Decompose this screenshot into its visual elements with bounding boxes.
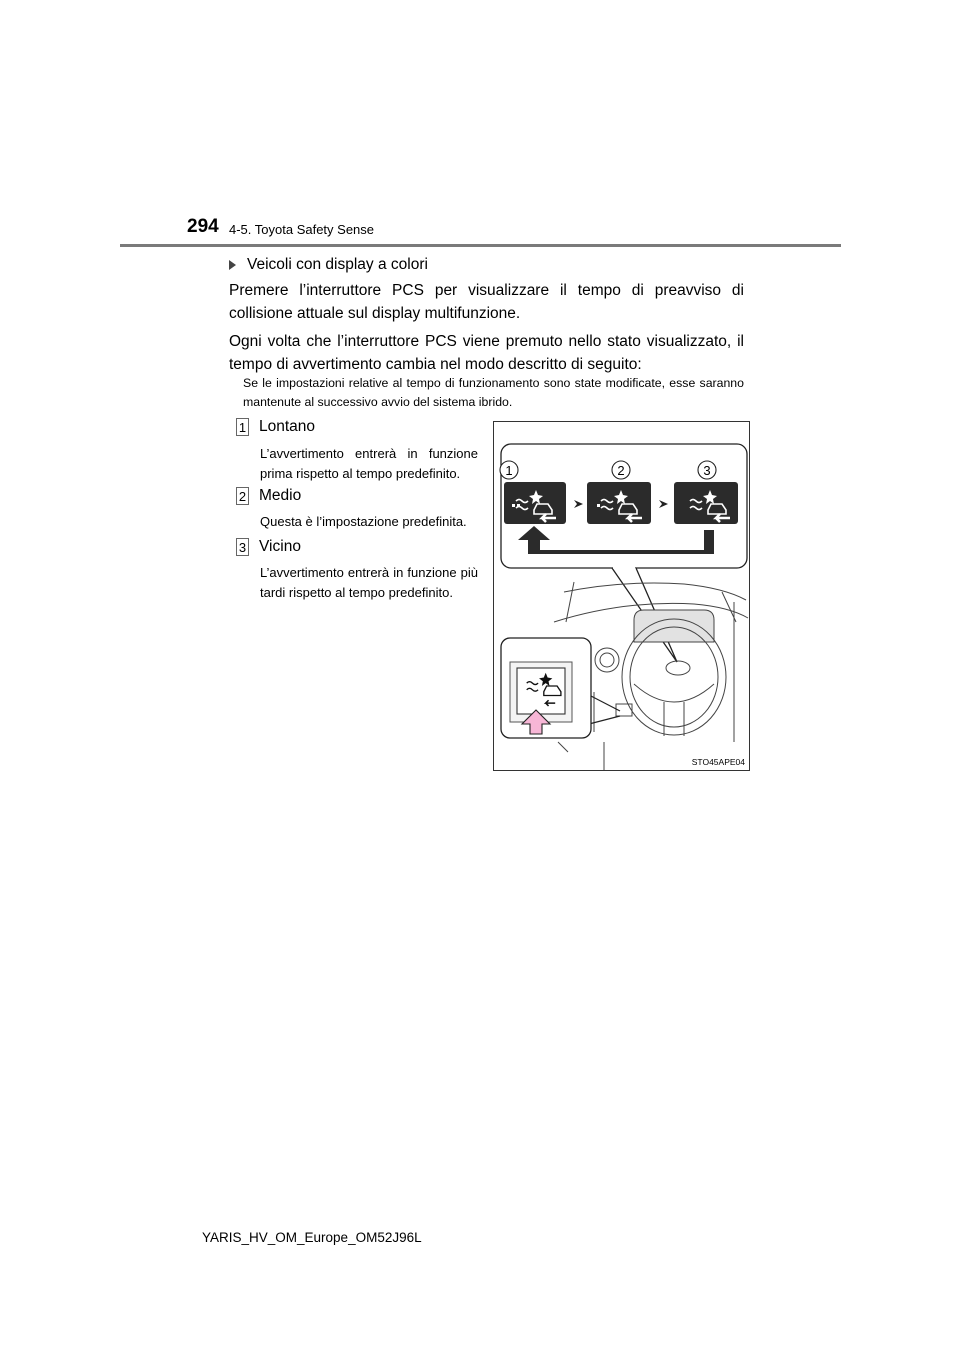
callout-number-1-text: 1: [505, 463, 513, 478]
item-1-title: Lontano: [259, 418, 316, 435]
paragraph-2: Ogni volta che l’interruttore PCS viene premuto nello stato visualizzato, il tempo di avvertimento cambia nel modo descritto di seguito:: [229, 333, 744, 373]
panel-far: [504, 482, 566, 524]
callout-number-1: [500, 461, 518, 479]
item-2-description: Questa è l’impostazione predefinita.: [260, 514, 467, 529]
bullet-heading: [229, 256, 428, 274]
page-number: 294: [187, 216, 219, 237]
item-1-description: L’avvertimento entrerà in funzione prima rispetto al tempo predefinito.: [260, 446, 478, 481]
triangle-bullet-icon: [229, 260, 236, 270]
item-1-number: 1: [236, 418, 249, 436]
paragraph-1: Premere l’interruttore PCS per visualizzare il tempo di preavviso di collisione attuale sul display multifunzione.: [229, 282, 744, 322]
pcs-illustration: [493, 421, 750, 771]
item-2-title: Medio: [259, 487, 302, 504]
pcs-switch-inset: [501, 638, 620, 738]
item-2-heading: [236, 487, 301, 505]
callout-number-3-text: 3: [703, 463, 711, 478]
header-divider: [120, 244, 841, 247]
section-title: 4-5. Toyota Safety Sense: [229, 222, 375, 237]
document-code: YARIS_HV_OM_Europe_OM52J96L: [202, 1230, 422, 1245]
item-2-number: 2: [236, 487, 249, 505]
item-3-number: 3: [236, 538, 249, 556]
item-1-heading: [236, 418, 315, 436]
panel-near: [674, 482, 738, 524]
item-3-heading: [236, 538, 301, 556]
item-3-description: L’avvertimento entrerà in funzione più tardi rispetto al tempo predefinito.: [260, 565, 478, 600]
bullet-heading-text: Veicoli con display a colori: [247, 256, 428, 273]
callout-number-3: [698, 461, 716, 479]
note-text: Se le impostazioni relative al tempo di funzionamento sono state modificate, esse saranno mantenute al successivo avvio del sistema ibrido.: [243, 376, 744, 409]
callout-number-2: [612, 461, 630, 479]
callout-number-2-text: 2: [617, 463, 625, 478]
panel-medium: [587, 482, 651, 524]
item-3-title: Vicino: [259, 538, 301, 555]
steering-wheel-icon: [666, 661, 690, 675]
image-code: STO45APE04: [691, 757, 745, 767]
